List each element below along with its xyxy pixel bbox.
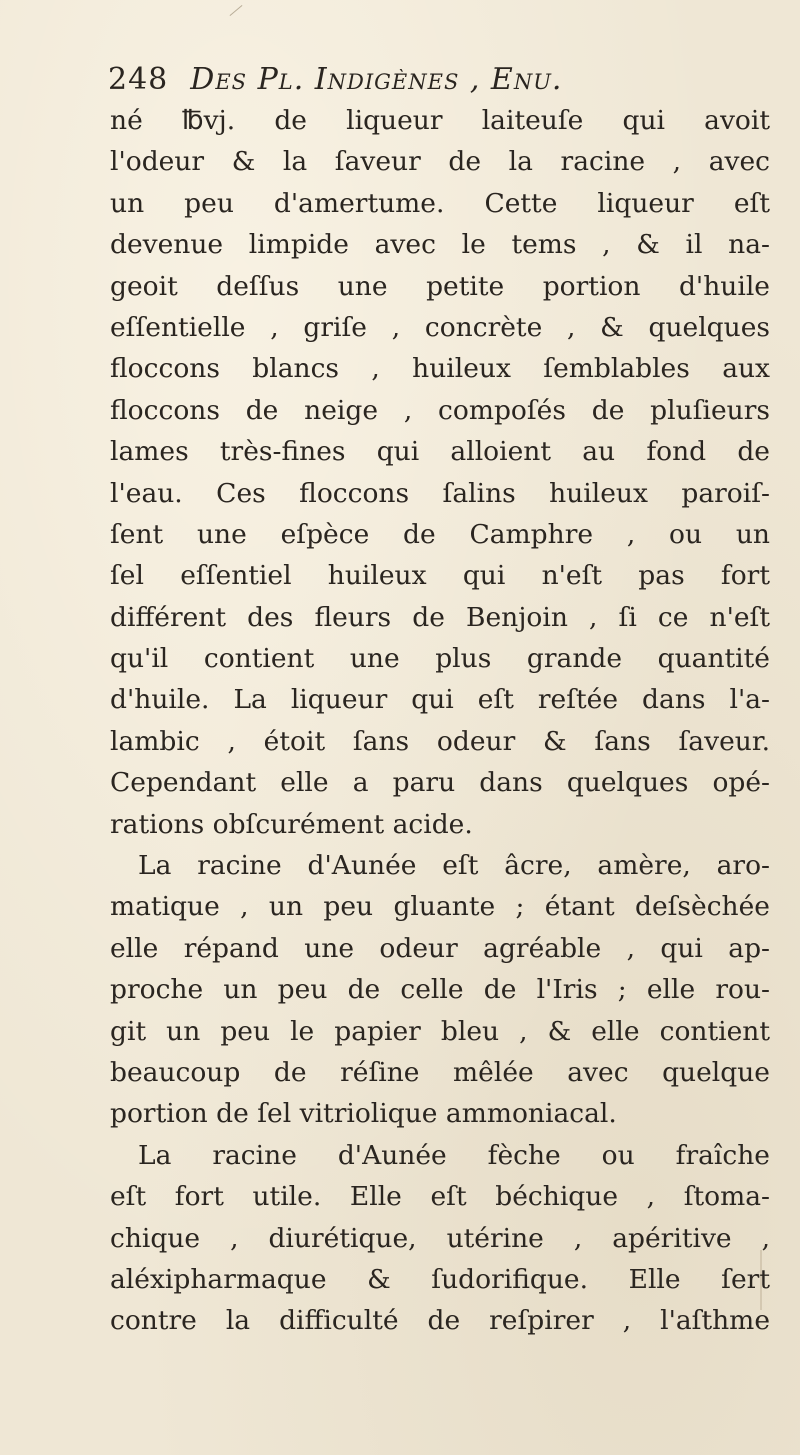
text-line: contre la difficulté de reſpirer , l'aſthme [110,1305,770,1337]
paragraph [110,845,770,1135]
text-line: lambic , étoit ſans odeur & ſans ſaveur. [110,725,770,757]
text-line: portion de ſel vitriolique ammoniacal. [110,1098,617,1130]
text-line: rations obſcurément acide. [110,808,473,840]
text-line: La racine d'Aunée fèche ou fraîche [138,1139,770,1171]
text-line: qu'il contient une plus grande quantité [110,643,770,675]
book-page [110,60,770,1360]
text-line: beaucoup de réſine mêlée avec quelque [110,1056,770,1088]
paragraph [110,100,770,845]
text-line: eſt fort utile. Elle eſt béchique , ſtoma- [110,1181,770,1213]
text-line: ſel eſſentiel huileux qui n'eſt pas fort [110,560,770,592]
text-line: La racine d'Aunée eſt âcre, amère, aro- [138,850,770,882]
text-line: un peu d'amertume. Cette liqueur eſt [110,187,770,219]
text-line: matique , un peu gluante ; étant deſsèchée [110,891,770,923]
running-title: Des Pl. Indigènes , Enu. [190,62,563,97]
running-head [108,60,770,100]
text-line: proche un peu de celle de l'Iris ; elle rou- [110,974,770,1006]
text-line: l'eau. Ces floccons ſalins huileux paroiſ- [110,477,770,509]
text-line: geoit deſſus une petite portion d'huile [110,270,770,302]
text-line: différent des fleurs de Benjoin , ſi ce n'eſt [110,601,770,633]
text-line: eſſentielle , griſe , concrète , & quelques [110,311,770,343]
text-line: devenue limpide avec le tems , & il na- [110,229,770,261]
text-line: l'odeur & la ſaveur de la racine , avec [110,146,770,178]
text-line: ſent une eſpèce de Camphre , ou un [110,518,770,550]
text-line: lames très-fines qui alloient au fond de [110,436,770,468]
body-text [110,100,770,1342]
ink-smudge [230,5,243,16]
page-number: 248 [108,62,169,97]
text-line: Cependant elle a paru dans quelques opé- [110,767,770,799]
text-line: né ℔vj. de liqueur laiteuſe qui avoit [110,105,770,136]
paragraph [110,1135,770,1342]
text-line: d'huile. La liqueur qui eſt reſtée dans l'a- [110,684,770,716]
text-line: chique , diurétique, utérine , apéritive , [110,1222,770,1254]
text-line: aléxipharmaque & ſudorifique. Elle ſert [110,1263,770,1295]
text-line: floccons de neige , compoſés de pluſieurs [110,394,770,426]
text-line: git un peu le papier bleu , & elle contient [110,1015,770,1047]
text-line: floccons blancs , huileux ſemblables aux [110,353,770,385]
text-line: elle répand une odeur agréable , qui ap- [110,932,770,964]
